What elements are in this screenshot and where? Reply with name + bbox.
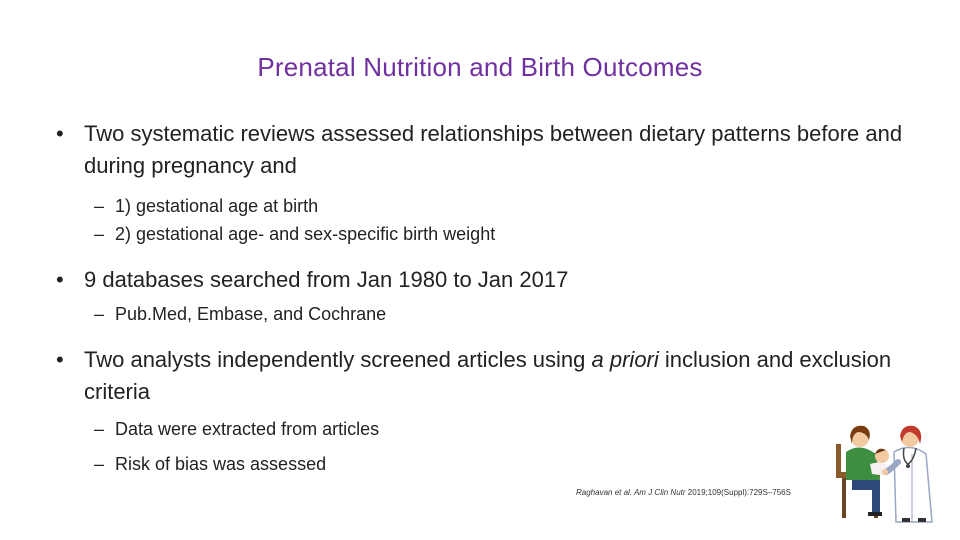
slide-title: Prenatal Nutrition and Birth Outcomes: [257, 52, 703, 82]
bullet-3-subbullets: [94, 412, 926, 482]
sub-bullet: [94, 220, 926, 248]
sub-bullet-marker: –: [94, 304, 105, 324]
sub-bullet-marker: –: [94, 454, 105, 474]
bullet-3-text-before: Two analysts independently screened articles using: [84, 347, 592, 372]
bullet-3-text-italic: a priori: [591, 347, 659, 372]
mother-child-doctor-icon: [832, 414, 950, 526]
bullet-marker: •: [56, 121, 64, 146]
sub-bullet-text: 2) gestational age- and sex-specific birth weight: [115, 224, 496, 244]
bullet-3: [56, 344, 926, 408]
citation-details: 2019;109(Suppl):729S–756S: [685, 488, 791, 497]
sub-bullet-marker: –: [94, 419, 105, 439]
citation: [576, 488, 791, 497]
sub-bullet: [94, 447, 926, 482]
bullet-1: [56, 118, 926, 182]
sub-bullet: [94, 192, 926, 220]
sub-bullet: [94, 412, 926, 447]
bullet-marker: •: [56, 347, 64, 372]
bullet-2-subbullets: [94, 300, 926, 328]
sub-bullet-text: 1) gestational age at birth: [115, 196, 319, 216]
bullet-1-subbullets: [94, 192, 926, 248]
sub-bullet: [94, 300, 926, 328]
bullet-1-text: Two systematic reviews assessed relationships between dietary patterns before and during pregnancy and: [84, 121, 903, 178]
bullet-2: [56, 264, 926, 296]
citation-authors: Raghavan et al.: [576, 488, 634, 497]
sub-bullet-text: Pub.Med, Embase, and Cochrane: [115, 304, 387, 324]
sub-bullet-text: Data were extracted from articles: [115, 419, 380, 439]
bullet-marker: •: [56, 267, 64, 292]
sub-bullet-text: Risk of bias was assessed: [115, 454, 327, 474]
citation-journal: Am J Clin Nutr: [633, 488, 686, 497]
sub-bullet-marker: –: [94, 224, 105, 244]
bullet-2-text: 9 databases searched from Jan 1980 to Jan 2017: [84, 267, 569, 292]
slide-content: [56, 118, 926, 482]
sub-bullet-marker: –: [94, 196, 105, 216]
bullet-3-text-after: inclusion and exclusion criteria: [84, 347, 892, 404]
